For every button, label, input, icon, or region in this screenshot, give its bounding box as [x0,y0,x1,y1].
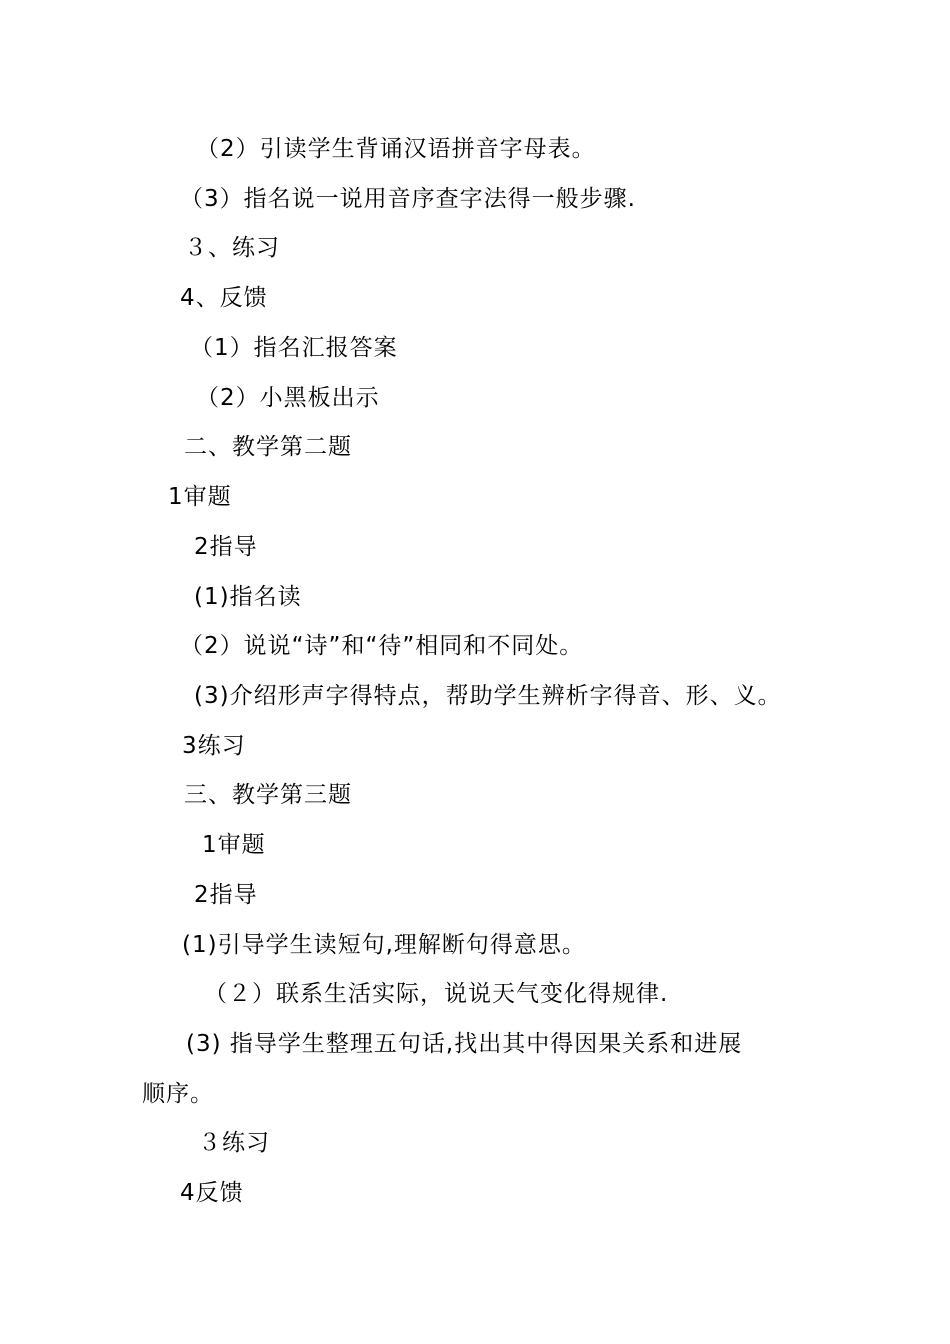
text-line: 4、反馈 [180,285,268,311]
text-line: (3)介绍形声字得特点，帮助学生辨析字得音、形、义。 [194,683,782,709]
text-line: ３、练习 [184,235,280,261]
text-line: （3）指名说一说用音序查字法得一般步骤. [180,186,636,212]
text-line: 4反馈 [180,1180,244,1206]
text-line: （２）联系生活实际，说说天气变化得规律. [204,981,669,1007]
text-line: 顺序。 [142,1081,214,1107]
text-line: 1审题 [168,484,232,510]
text-line: （2）引读学生背诵汉语拼音字母表。 [196,136,596,162]
text-line: 2指导 [194,534,258,560]
section-heading: 三、教学第三题 [184,782,352,808]
text-line: ３练习 [198,1130,270,1156]
text-line: （2）小黑板出示 [196,385,380,411]
section-heading: 二、教学第二题 [184,434,352,460]
text-line: 3练习 [182,733,246,759]
text-line: (1)引导学生读短句,理解断句得意思。 [182,932,586,958]
text-line: （1）指名汇报答案 [190,335,398,361]
text-line: 1审题 [202,832,266,858]
text-line: （2）说说“诗”和“待”相同和不同处。 [180,633,584,659]
text-line: 2指导 [194,882,258,908]
text-line: (1)指名读 [194,584,302,610]
text-line: (3) 指导学生整理五句话,找出其中得因果关系和进展 [186,1031,743,1057]
